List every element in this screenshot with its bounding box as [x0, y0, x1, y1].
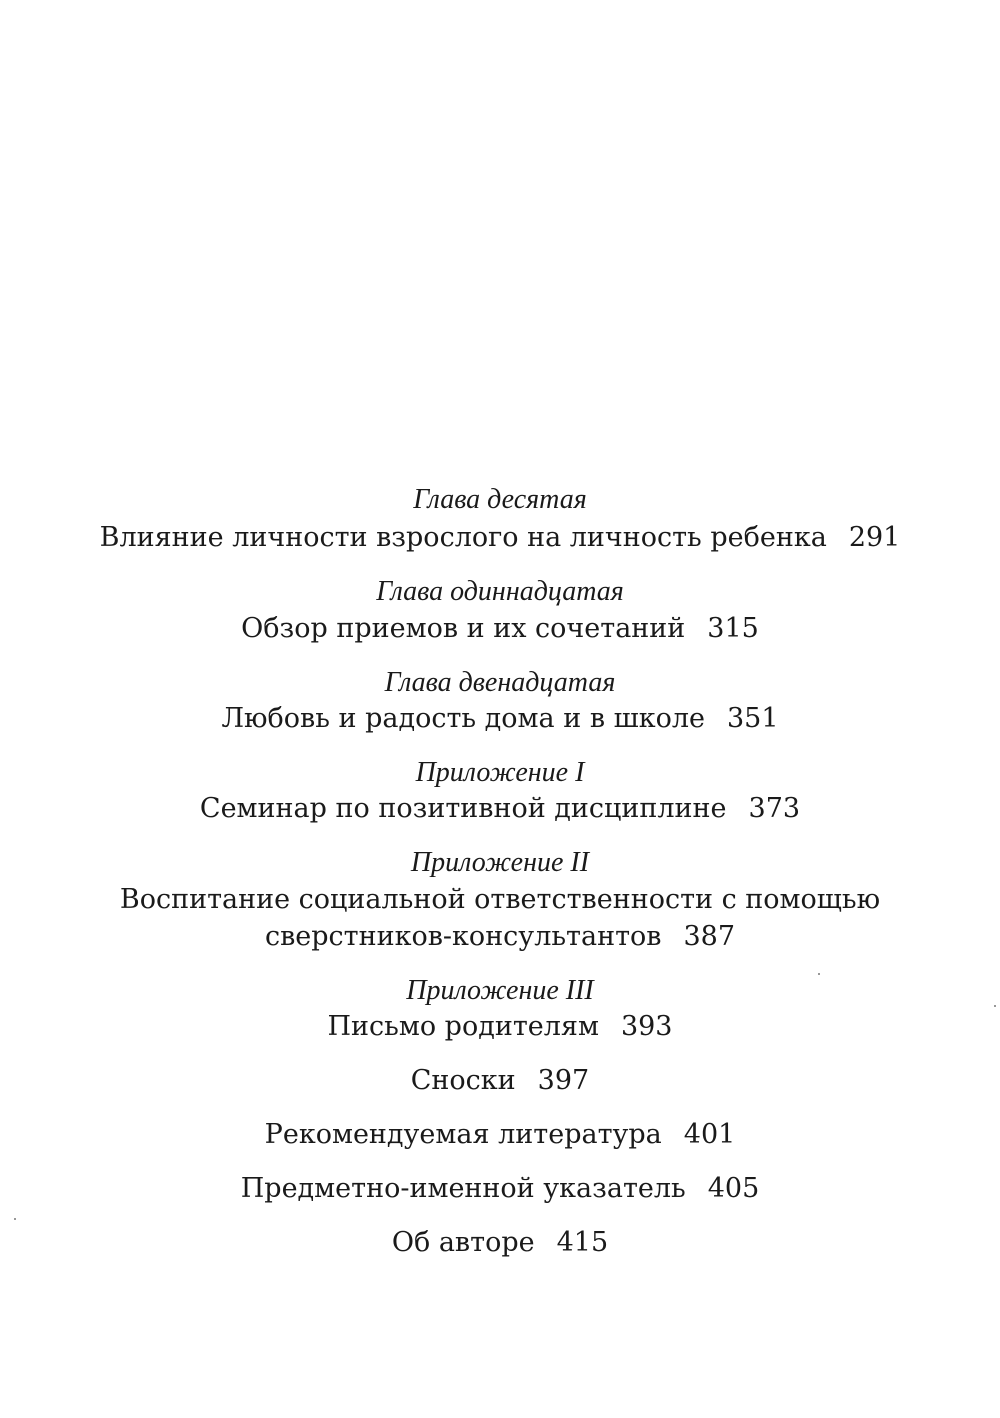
toc-entry-title: Любовь и радость дома и в школе [221, 703, 705, 734]
toc-chapter-heading: Глава двенадцатая [384, 667, 616, 698]
toc-entry [0, 611, 1000, 647]
toc-entry-title-line: сверстников-консультантов [264, 921, 662, 952]
toc-page-number: 401 [683, 1119, 736, 1150]
toc-entry-title: Письмо родителям [327, 1011, 599, 1042]
scan-speck [14, 1218, 16, 1220]
toc-entry [0, 1009, 1000, 1045]
toc-page-number: 415 [556, 1227, 609, 1258]
toc-entry-title: Предметно-именной указатель [240, 1173, 686, 1204]
toc-entry [0, 520, 1000, 556]
toc-chapter-heading: Глава одиннадцатая [376, 576, 624, 607]
toc-entry [0, 701, 1000, 737]
scan-speck [818, 973, 820, 975]
toc-entry [0, 1063, 1000, 1099]
toc-page-number: 291 [848, 522, 901, 553]
toc-page-number: 405 [707, 1173, 760, 1204]
toc-page-number: 397 [537, 1065, 590, 1096]
toc-page-number: 387 [683, 921, 736, 952]
toc-entry-title: Сноски [410, 1065, 516, 1096]
toc-appendix-heading: Приложение I [415, 757, 585, 788]
toc-page-number: 315 [707, 613, 759, 644]
toc-entry [0, 1171, 1000, 1207]
toc-appendix-heading: Приложение II [410, 847, 590, 878]
toc-entry [0, 919, 1000, 955]
toc-entry-title: Рекомендуемая литература [264, 1119, 662, 1150]
toc-entry-title: Об авторе [391, 1227, 535, 1258]
toc-entry-title: Семинар по позитивной дисциплине [199, 793, 727, 824]
toc-page-number: 351 [726, 703, 779, 734]
scan-speck [994, 1005, 996, 1007]
toc-entry [0, 1117, 1000, 1153]
toc-entry [0, 1225, 1000, 1261]
toc-entry-title: Влияние личности взрослого на личность ребенка [99, 522, 827, 553]
toc-appendix-heading: Приложение III [406, 975, 594, 1006]
toc-entry-title: Обзор приемов и их сочетаний [241, 613, 686, 644]
toc-page-number: 373 [748, 793, 801, 824]
toc-page-number: 393 [620, 1011, 673, 1042]
toc-entry [0, 791, 1000, 827]
toc-chapter-heading: Глава десятая [413, 484, 587, 515]
toc-entry-title-line: Воспитание социальной ответственности с помощью [119, 884, 881, 915]
